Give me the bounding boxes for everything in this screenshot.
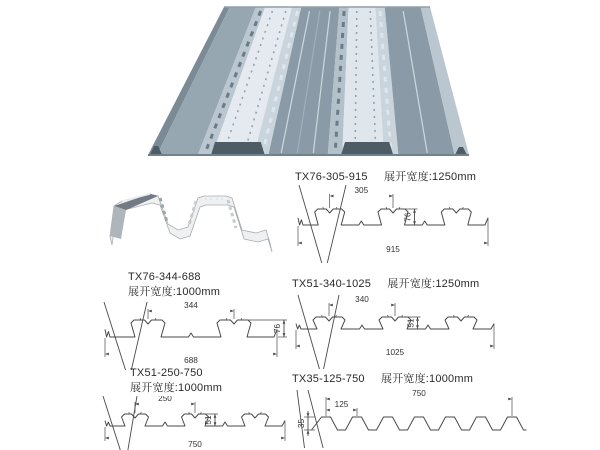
diagram-title — [95, 366, 300, 396]
profile-drawing — [288, 390, 533, 448]
diagram-tx51-340-1025 — [288, 277, 506, 369]
height-dim-label: 76 — [273, 323, 282, 334]
diagram-title — [288, 372, 533, 387]
model-code: TX35-125-750 — [292, 373, 365, 385]
pitch-dim-label: 305 — [354, 186, 369, 196]
unfold-width-label: 展开宽度:1000mm — [381, 373, 474, 385]
unfold-width-label: 展开宽度:1250mm — [384, 171, 477, 183]
dim-height — [400, 317, 421, 329]
profile-outline — [105, 318, 277, 337]
height-dim-label: 76 — [403, 212, 413, 222]
unfold-width-label: 展开宽度:1000mm — [128, 286, 221, 298]
pitch-dim-label: 344 — [184, 302, 198, 311]
diagram-tx51-250-750 — [95, 366, 300, 450]
profile-outline — [298, 207, 488, 225]
deck-profile-sample-photo — [106, 186, 274, 260]
diagram-tx76-344-688 — [95, 270, 300, 370]
overall-dim-label: 915 — [386, 245, 400, 254]
dim-pitch — [104, 302, 234, 370]
sample-sheet — [110, 194, 272, 252]
diagram-tx76-305-915 — [288, 170, 500, 263]
model-code: TX76-344-688 — [128, 271, 201, 283]
profile-drawing — [95, 302, 300, 370]
model-code: TX51-340-1025 — [292, 278, 372, 290]
unfold-width-label: 展开宽度:1000mm — [130, 382, 223, 394]
profile-outline — [312, 417, 527, 430]
dim-overall — [297, 390, 512, 448]
pitch-dim-label: 340 — [355, 295, 369, 305]
model-code: TX51-250-750 — [130, 367, 203, 379]
pitch-dim-label: 125 — [334, 400, 349, 410]
height-dim-label: 51 — [204, 415, 213, 425]
profile-outline — [296, 315, 494, 329]
dim-pitch — [308, 390, 357, 448]
overall-dim-label: 750 — [412, 390, 426, 399]
overall-dim-label: 1025 — [385, 348, 405, 357]
dim-pitch — [103, 396, 195, 450]
dim-height — [199, 414, 218, 426]
diagram-title — [288, 170, 500, 185]
diagram-title — [95, 270, 300, 300]
pitch-dim-label: 250 — [158, 396, 172, 404]
dim-pitch — [299, 185, 393, 263]
diagram-tx35-125-750 — [288, 372, 533, 448]
profile-drawing — [95, 396, 300, 450]
overall-dim-label: 750 — [188, 440, 202, 449]
main-deck-photo — [138, 2, 470, 164]
model-code: TX76-305-915 — [295, 171, 368, 183]
diagram-title — [288, 277, 506, 292]
height-dim-label: 51 — [406, 318, 416, 328]
dim-overall — [105, 302, 277, 370]
dim-height — [297, 411, 315, 436]
profile-drawing — [288, 295, 506, 369]
height-dim-label: 35 — [297, 418, 306, 429]
overall-dim-label: 688 — [184, 356, 198, 365]
profile-drawing — [288, 185, 500, 263]
unfold-width-label: 展开宽度:1250mm — [387, 278, 480, 290]
dim-pitch — [298, 295, 395, 369]
